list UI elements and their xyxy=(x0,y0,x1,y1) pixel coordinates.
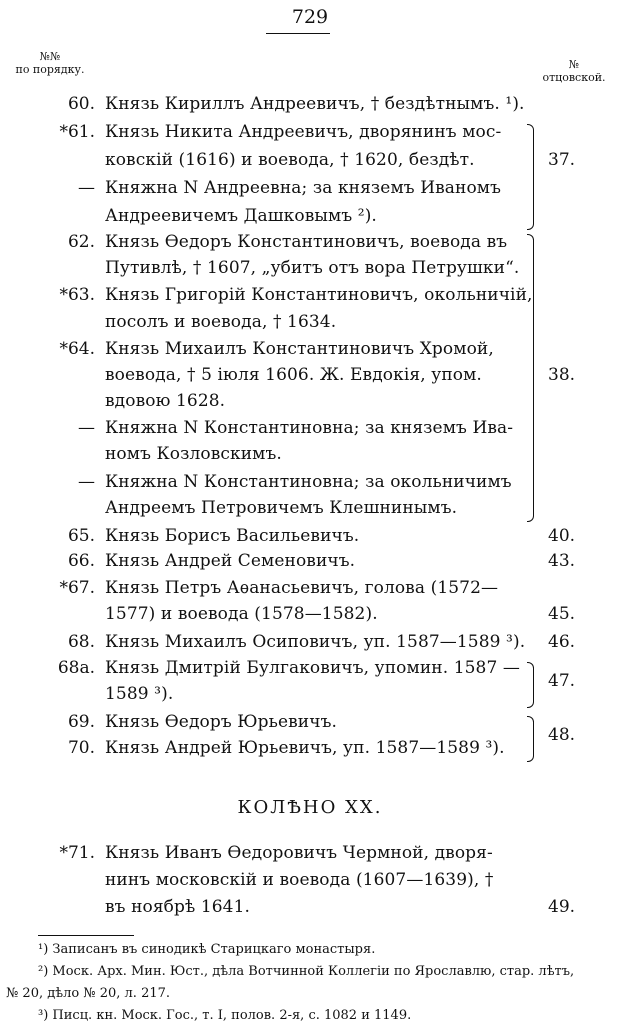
entry-number: 70. xyxy=(67,738,95,758)
entry-line: Андреевичемъ Дашковымъ ²). xyxy=(105,206,377,226)
entry-line: Князь Иванъ Ѳедоровичъ Чермной, дворя- xyxy=(105,843,493,863)
entry-number: 66. xyxy=(67,551,95,571)
entry-number: *67. xyxy=(59,578,95,598)
left-column-header xyxy=(4,50,96,76)
entry-number: *71. xyxy=(59,843,95,863)
entry-number: 68а. xyxy=(57,658,95,678)
entry-number: *64. xyxy=(59,339,95,359)
footnote: ¹) Записанъ въ синодикѣ Старицкаго монастыря. xyxy=(38,942,376,957)
entry-line: Князь Михаилъ Константиновичъ Хромой, xyxy=(105,339,494,359)
entry-line: въ ноябрѣ 1641. xyxy=(105,897,251,917)
entry-line: нинъ московскiй и воевода (1607—1639), † xyxy=(105,870,494,890)
page-number-rule xyxy=(266,33,330,34)
brace xyxy=(527,716,534,762)
entry-line: Князь Андрей Юрьевичъ, уп. 1587—1589 ³). xyxy=(105,738,505,758)
footnote: № 20, дѣло № 20, л. 217. xyxy=(6,986,171,1001)
footnote: ³) Писц. кн. Моск. Гос., т. I, полов. 2-я, с. 1082 и 1149. xyxy=(38,1008,412,1023)
entry-number: 69. xyxy=(67,712,95,732)
entry-number: — xyxy=(78,418,95,438)
entry-ref: 49. xyxy=(548,897,576,917)
entry-line: 1577) и воевода (1578—1582). xyxy=(105,604,378,624)
entry-ref: 46. xyxy=(548,632,576,652)
entry-number: 62. xyxy=(67,232,95,252)
entry-line: вдовою 1628. xyxy=(105,391,226,411)
entry-number: — xyxy=(78,472,95,492)
entry-ref: 45. xyxy=(548,604,576,624)
footnote-rule xyxy=(38,935,134,936)
entry-number: *63. xyxy=(59,285,95,305)
left-column-header-line-2: по порядку. xyxy=(15,63,85,76)
right-column-header-line-1: № xyxy=(568,58,580,71)
entry-line: посолъ и воевода, † 1634. xyxy=(105,312,337,332)
entry-number: 65. xyxy=(67,526,95,546)
entry-line: воевода, † 5 iюля 1606. Ж. Евдокiя, упом. xyxy=(105,365,482,385)
entry-number: 68. xyxy=(67,632,95,652)
entry-ref: 40. xyxy=(548,526,576,546)
right-column-header xyxy=(536,58,612,84)
entry-line: Андреемъ Петровичемъ Клешнинымъ. xyxy=(105,498,458,518)
entry-line: Князь Борисъ Васильевичъ. xyxy=(105,526,360,546)
brace xyxy=(527,662,534,708)
entry-ref: 43. xyxy=(548,551,576,571)
entry-number: 60. xyxy=(67,94,95,114)
entry-line: ковскiй (1616) и воевода, † 1620, бездѣт. xyxy=(105,150,475,170)
entry-line: 1589 ³). xyxy=(105,684,174,704)
section-title: КОЛѢНО XX. xyxy=(237,797,383,818)
page-number: 729 xyxy=(291,6,329,28)
entry-number: — xyxy=(78,178,95,198)
entry-line: Князь Никита Андреевичъ, дворянинъ мос- xyxy=(105,122,502,142)
brace xyxy=(527,234,534,522)
entry-number: *61. xyxy=(59,122,95,142)
entry-line: Князь Михаилъ Осиповичъ, уп. 1587—1589 ³). xyxy=(105,632,526,652)
entry-line: Князь Ѳедоръ Константиновичъ, воевода въ xyxy=(105,232,508,252)
entry-ref: 47. xyxy=(548,671,576,691)
entry-line: Князь Дмитрiй Булгаковичъ, упомин. 1587 — xyxy=(105,658,520,678)
entry-line: Княжна N Андреевна; за княземъ Иваномъ xyxy=(105,178,502,198)
entry-line: Князь Григорiй Константиновичъ, окольничiй, xyxy=(105,285,533,305)
entry-line: Князь Ѳедоръ Юрьевичъ. xyxy=(105,712,337,732)
left-column-header-line-1: №№ xyxy=(39,50,61,63)
entry-line: Княжна N Константиновна; за княземъ Ива- xyxy=(105,418,514,438)
entry-ref: 48. xyxy=(548,725,576,745)
entry-line: Княжна N Константиновна; за окольничимъ xyxy=(105,472,512,492)
entry-ref: 37. xyxy=(548,150,576,170)
footnote: ²) Моск. Арх. Мин. Юст., дѣла Вотчинной Коллегiи по Ярославлю, стар. лѣтъ, xyxy=(38,964,575,979)
entry-line: номъ Козловскимъ. xyxy=(105,444,282,464)
entry-line: Князь Кириллъ Андреевичъ, † бездѣтнымъ. ¹). xyxy=(105,94,525,114)
right-column-header-line-2: отцовской. xyxy=(542,71,606,84)
brace xyxy=(527,124,534,230)
entry-line: Князь Андрей Семеновичъ. xyxy=(105,551,356,571)
entry-line: Князь Петръ Аѳанасьевичъ, голова (1572— xyxy=(105,578,499,598)
entry-line: Путивлѣ, † 1607, „убитъ отъ вора Петрушки“. xyxy=(105,258,520,278)
entry-ref: 38. xyxy=(548,365,576,385)
